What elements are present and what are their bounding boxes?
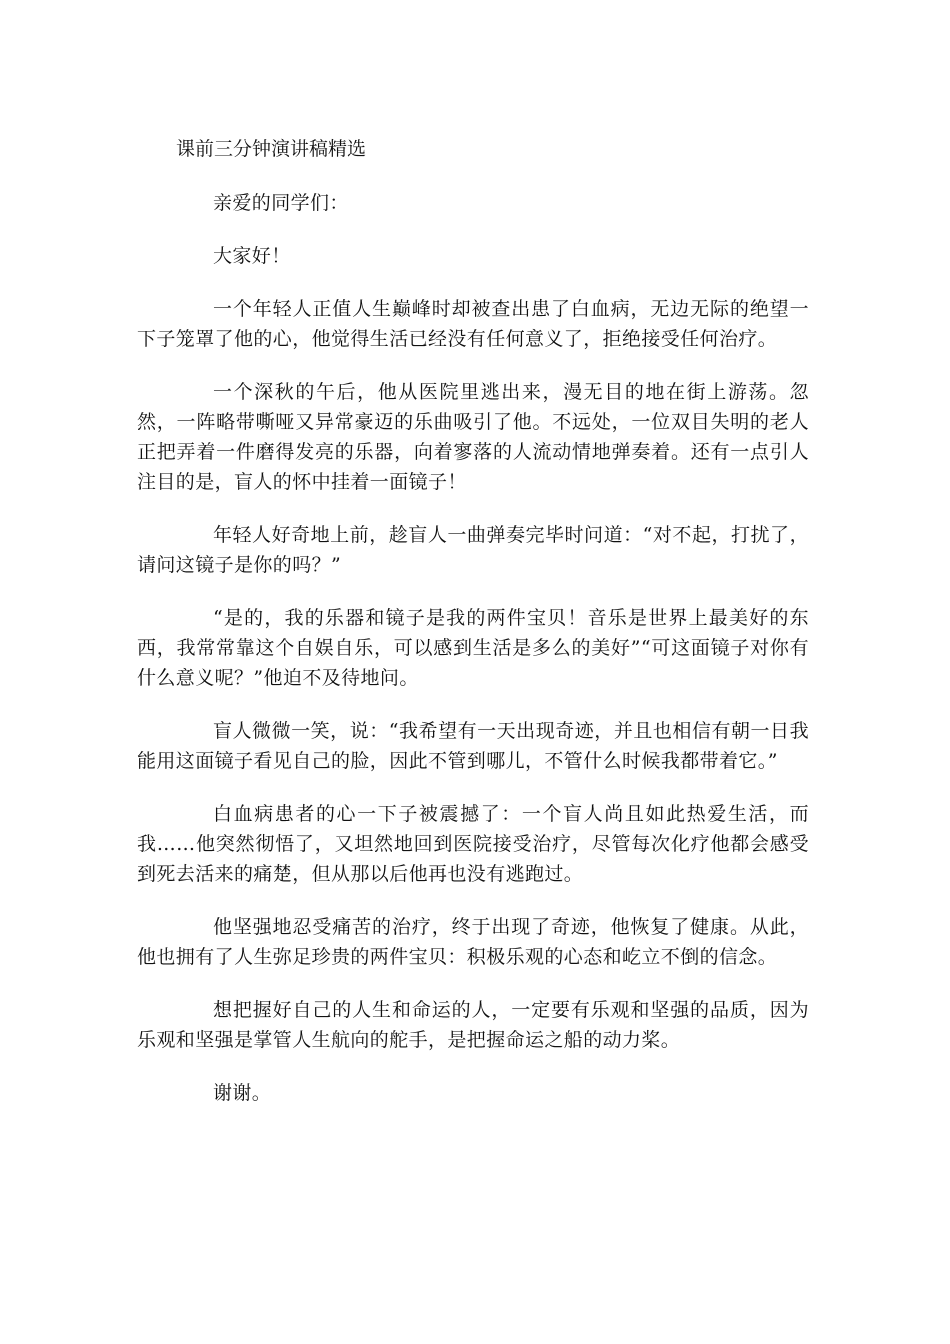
paragraph-1: 一个年轻人正值人生巅峰时却被查出患了白血病，无边无际的绝望一下子笼罩了他的心，他觉得生活已经没有任何意义了，拒绝接受任何治疗。	[137, 298, 809, 350]
paragraph-4: “是的，我的乐器和镜子是我的两件宝贝！音乐是世界上最美好的东西，我常常靠这个自娱自乐，可以感到生活是多么的美好”“可这面镜子对你有什么意义呢？”他迫不及待地问。	[137, 607, 809, 689]
paragraph-6: 白血病患者的心一下子被震撼了：一个盲人尚且如此热爱生活，而我……他突然彻悟了，又坦然地回到医院接受治疗，尽管每次化疗他都会感受到死去活来的痛楚，但从那以后他再也没有逃跑过。	[137, 803, 809, 885]
paragraph-2: 一个深秋的午后，他从医院里逃出来，漫无目的地在街上游荡。忽然，一阵略带嘶哑又异常豪迈的乐曲吸引了他。不远处，一位双目失明的老人正把弄着一件磨得发亮的乐器，向着寥落的人流动情地弹奏着。还有一点引人注目的是，盲人的怀中挂着一面镜子！	[137, 381, 809, 493]
paragraph-5: 盲人微微一笑，说：“我希望有一天出现奇迹，并且也相信有朝一日我能用这面镜子看见自己的脸，因此不管到哪儿，不管什么时候我都带着它。”	[137, 720, 809, 772]
paragraph-thanks: 谢谢。	[213, 1082, 272, 1104]
paragraph-7: 他坚强地忍受痛苦的治疗，终于出现了奇迹，他恢复了健康。从此，他也拥有了人生弥足珍贵的两件宝贝：积极乐观的心态和屹立不倒的信念。	[137, 916, 809, 968]
paragraph-3: 年轻人好奇地上前，趁盲人一曲弹奏完毕时问道：“对不起，打扰了，请问这镜子是你的吗？”	[137, 524, 809, 576]
paragraph-greeting: 亲爱的同学们：	[213, 192, 349, 214]
paragraph-8: 想把握好自己的人生和命运的人，一定要有乐观和坚强的品质，因为乐观和坚强是掌管人生航向的舵手，是把握命运之船的动力桨。	[137, 999, 809, 1051]
document-body	[137, 188, 809, 1131]
paragraph-hello: 大家好！	[213, 245, 291, 267]
document-title: 课前三分钟演讲稿精选	[176, 138, 367, 160]
